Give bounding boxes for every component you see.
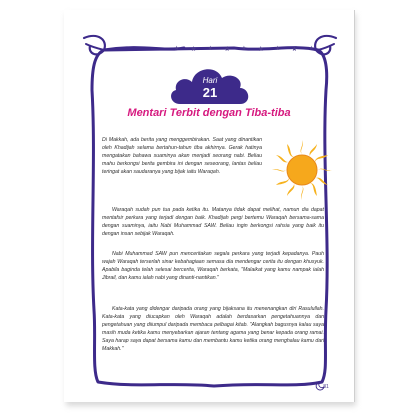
page-number: 81 [323, 384, 329, 390]
day-number: 21 [202, 85, 218, 100]
sun-icon [270, 138, 334, 202]
star-icon: ★ [207, 45, 214, 52]
story-paragraph: Kata-kata yang didengar daripada orang yang bijaksana itu menenangkan diri Rasulullah. Kata-kata yang diucapkan oleh Waraqah adalah berdasarkan pengetahuannya dan pengetahuan yang diiumpul daripada membaca pelbagai kitab. "Alangkah bagusnya kalau saya masih muda ketika kamu menyebarkan ajaran tentang agama yang benar kepada orang ramai. Saya harap saya dapat bersama kamu dan membantu kamu ketika orang menghalau kamu dari Makkah." [102, 306, 324, 353]
star-icon: ★ [291, 45, 298, 53]
day-label: Hari [202, 76, 218, 85]
story-paragraph: Waraqah sudah pun tua pada ketika itu. Matanya tidak dapat melihat, namun dia dapat mentafsir perkara yang terjadi dengan baik. Khadijah pergi bertemu Waraqah bersama-sama dengan suaminya, iaitu Nabi Muhammad SAW. Beliau ingin berkongsi rahsia yang baik itu dengan insan sebijak Waraqah. [102, 207, 324, 238]
star-icon: ★ [224, 45, 231, 53]
star-icon: ★ [257, 45, 264, 53]
story-title: Mentari Terbit dengan Tiba-tiba [127, 107, 291, 119]
star-icon: ★ [308, 45, 314, 52]
star-icon: ★ [174, 45, 180, 52]
book-page [64, 10, 355, 402]
star-row [174, 43, 314, 55]
star-icon: ★ [274, 45, 281, 52]
star-icon: ★ [190, 45, 197, 53]
story-paragraph: Di Makkah, ada berita yang menggembirakan. Saat yang dinantikan oleh Khadijah selama bertahun-tahun tiba akhirnya. Gerak hatinya mengatakan bahawa suaminya akan menjadi seorang nabi. Beliau mahu berkongsi berita gembira ini dengan seseorang, lantas beliau teringat akan saudaranya yang bijak iaitu Waraqah. [102, 137, 262, 176]
star-icon: ★ [241, 45, 247, 52]
story-paragraph: Nabi Muhammad SAW pun menceritakan segala perkara yang terjadi kepadanya. Pauh wajah Waraqah terserlah sinar kebahagiaan semasa dia mendengar cerita itu dengan khusyuk. Apabila baginda telah selesai bercerita, Waraqah berkata, "Malaikat yang kamu nampak ialah Jibrail, dan kamu ialah nabi yang dinanti-nantikan." [102, 251, 324, 282]
